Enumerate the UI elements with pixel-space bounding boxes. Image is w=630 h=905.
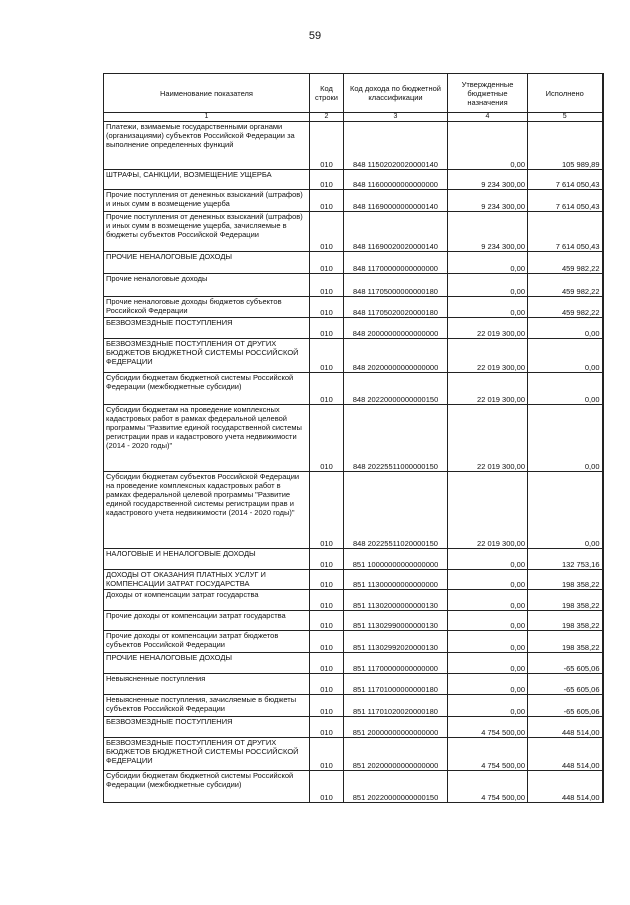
executed-cell: -65 605,06	[528, 695, 603, 717]
table-row	[104, 318, 603, 339]
table-row	[104, 717, 603, 738]
table-row	[104, 695, 603, 717]
executed-cell: 198 358,22	[528, 590, 603, 611]
budget-code-cell: 851 11302992020000130	[344, 631, 448, 653]
row-code-cell: 010	[310, 611, 344, 631]
row-code-cell: 010	[310, 472, 344, 549]
approved-cell: 0,00	[448, 252, 528, 274]
column-number: 4	[448, 113, 528, 122]
budget-code-cell: 851 20220000000000150	[344, 771, 448, 803]
column-number: 1	[104, 113, 310, 122]
executed-cell: 7 614 050,43	[528, 212, 603, 252]
budget-code-cell: 848 11690020020000140	[344, 212, 448, 252]
budget-code-cell: 851 11701020020000180	[344, 695, 448, 717]
row-code-cell: 010	[310, 771, 344, 803]
row-code-cell: 010	[310, 590, 344, 611]
row-name-cell: Невыясненные поступления, зачисляемые в бюджеты субъектов Российской Федерации	[104, 695, 310, 717]
row-name-cell: ПРОЧИЕ НЕНАЛОГОВЫЕ ДОХОДЫ	[104, 252, 310, 274]
revenue-table	[103, 73, 604, 803]
approved-cell: 0,00	[448, 611, 528, 631]
table-row	[104, 472, 603, 549]
executed-cell: 7 614 050,43	[528, 170, 603, 190]
row-name-cell: НАЛОГОВЫЕ И НЕНАЛОГОВЫЕ ДОХОДЫ	[104, 549, 310, 570]
executed-cell: 198 358,22	[528, 570, 603, 590]
row-name-cell: БЕЗВОЗМЕЗДНЫЕ ПОСТУПЛЕНИЯ	[104, 717, 310, 738]
header-approved: Утвержденные бюджетные назначения	[448, 74, 528, 113]
approved-cell: 0,00	[448, 297, 528, 318]
row-code-cell: 010	[310, 122, 344, 170]
row-code-cell: 010	[310, 695, 344, 717]
budget-code-cell: 848 20000000000000000	[344, 318, 448, 339]
row-code-cell: 010	[310, 631, 344, 653]
approved-cell: 9 234 300,00	[448, 170, 528, 190]
row-name-cell: Платежи, взимаемые государственными органами (организациями) субъектов Российской Федерации за выполнение определенных функций	[104, 122, 310, 170]
row-name-cell: Субсидии бюджетам субъектов Российской Федерации на проведение комплексных кадастровых работ в рамках федеральной целевой программы "Развитие единой государственной системы регистрации прав и кадастрового учета недвижимости (2014 - 2020 годы)"	[104, 472, 310, 549]
table-row	[104, 631, 603, 653]
table-row	[104, 170, 603, 190]
table-row	[104, 653, 603, 674]
executed-cell: 132 753,16	[528, 549, 603, 570]
approved-cell: 22 019 300,00	[448, 373, 528, 405]
executed-cell: 0,00	[528, 472, 603, 549]
table-row	[104, 738, 603, 771]
table-row	[104, 339, 603, 373]
budget-code-cell: 851 11701000000000180	[344, 674, 448, 695]
header-executed: Исполнено	[528, 74, 603, 113]
table-row	[104, 190, 603, 212]
row-name-cell: Невыясненные поступления	[104, 674, 310, 695]
approved-cell: 22 019 300,00	[448, 472, 528, 549]
table-row	[104, 297, 603, 318]
row-code-cell: 010	[310, 212, 344, 252]
approved-cell: 4 754 500,00	[448, 738, 528, 771]
executed-cell: 448 514,00	[528, 771, 603, 803]
table-row	[104, 274, 603, 297]
executed-cell: -65 605,06	[528, 653, 603, 674]
executed-cell: 0,00	[528, 373, 603, 405]
executed-cell: 0,00	[528, 405, 603, 472]
approved-cell: 0,00	[448, 549, 528, 570]
row-name-cell: Прочие доходы от компенсации затрат государства	[104, 611, 310, 631]
row-name-cell: Субсидии бюджетам бюджетной системы Российской Федерации (межбюджетные субсидии)	[104, 771, 310, 803]
row-name-cell: Прочие доходы от компенсации затрат бюджетов субъектов Российской Федерации	[104, 631, 310, 653]
table-row	[104, 674, 603, 695]
executed-cell: 448 514,00	[528, 717, 603, 738]
row-code-cell: 010	[310, 570, 344, 590]
table-body	[104, 122, 603, 803]
column-number-row	[104, 113, 603, 122]
executed-cell: 459 982,22	[528, 274, 603, 297]
table-row	[104, 771, 603, 803]
budget-code-cell: 851 20200000000000000	[344, 738, 448, 771]
row-name-cell: Прочие неналоговые доходы	[104, 274, 310, 297]
column-number: 2	[310, 113, 344, 122]
table-row	[104, 122, 603, 170]
header-budget-code: Код дохода по бюджетной классификации	[344, 74, 448, 113]
executed-cell: 198 358,22	[528, 611, 603, 631]
executed-cell: 448 514,00	[528, 738, 603, 771]
executed-cell: 105 989,89	[528, 122, 603, 170]
table-row	[104, 405, 603, 472]
executed-cell: -65 605,06	[528, 674, 603, 695]
row-code-cell: 010	[310, 717, 344, 738]
budget-code-cell: 851 20000000000000000	[344, 717, 448, 738]
row-code-cell: 010	[310, 252, 344, 274]
row-name-cell: Субсидии бюджетам на проведение комплексных кадастровых работ в рамках федеральной целевой программы "Развитие единой государственной системы регистрации прав и кадастрового учета недвижимости (2014 - 2020 годы)"	[104, 405, 310, 472]
table-row	[104, 549, 603, 570]
budget-code-cell: 848 11502020020000140	[344, 122, 448, 170]
row-name-cell: Доходы от компенсации затрат государства	[104, 590, 310, 611]
row-name-cell: БЕЗВОЗМЕЗДНЫЕ ПОСТУПЛЕНИЯ ОТ ДРУГИХ БЮДЖЕТОВ БЮДЖЕТНОЙ СИСТЕМЫ РОССИЙСКОЙ ФЕДЕРАЦИИ	[104, 339, 310, 373]
page-number: 59	[308, 30, 322, 42]
row-code-cell: 010	[310, 339, 344, 373]
table-row	[104, 373, 603, 405]
budget-code-cell: 848 11600000000000000	[344, 170, 448, 190]
row-code-cell: 010	[310, 738, 344, 771]
budget-code-cell: 851 11302990000000130	[344, 611, 448, 631]
approved-cell: 9 234 300,00	[448, 212, 528, 252]
header-name: Наименование показателя	[104, 74, 310, 113]
executed-cell: 459 982,22	[528, 252, 603, 274]
header-row-code: Код строки	[310, 74, 344, 113]
row-name-cell: ДОХОДЫ ОТ ОКАЗАНИЯ ПЛАТНЫХ УСЛУГ И КОМПЕНСАЦИИ ЗАТРАТ ГОСУДАРСТВА	[104, 570, 310, 590]
approved-cell: 0,00	[448, 570, 528, 590]
row-name-cell: ШТРАФЫ, САНКЦИИ, ВОЗМЕЩЕНИЕ УЩЕРБА	[104, 170, 310, 190]
executed-cell: 198 358,22	[528, 631, 603, 653]
row-code-cell: 010	[310, 653, 344, 674]
budget-code-cell: 848 20225511000000150	[344, 405, 448, 472]
approved-cell: 0,00	[448, 590, 528, 611]
budget-code-cell: 851 11300000000000000	[344, 570, 448, 590]
column-number: 3	[344, 113, 448, 122]
row-code-cell: 010	[310, 170, 344, 190]
executed-cell: 0,00	[528, 339, 603, 373]
budget-code-cell: 851 10000000000000000	[344, 549, 448, 570]
row-name-cell: БЕЗВОЗМЕЗДНЫЕ ПОСТУПЛЕНИЯ ОТ ДРУГИХ БЮДЖЕТОВ БЮДЖЕТНОЙ СИСТЕМЫ РОССИЙСКОЙ ФЕДЕРАЦИИ	[104, 738, 310, 771]
approved-cell: 0,00	[448, 122, 528, 170]
column-number: 5	[528, 113, 603, 122]
row-name-cell: Прочие поступления от денежных взысканий (штрафов) и иных сумм в возмещение ущерба	[104, 190, 310, 212]
table-row	[104, 252, 603, 274]
executed-cell: 7 614 050,43	[528, 190, 603, 212]
approved-cell: 0,00	[448, 674, 528, 695]
row-code-cell: 010	[310, 190, 344, 212]
approved-cell: 9 234 300,00	[448, 190, 528, 212]
approved-cell: 0,00	[448, 631, 528, 653]
budget-code-cell: 851 11700000000000000	[344, 653, 448, 674]
row-name-cell: Прочие поступления от денежных взысканий (штрафов) и иных сумм в возмещение ущерба, зачисляемые в бюджеты субъектов Российской Федерации	[104, 212, 310, 252]
executed-cell: 459 982,22	[528, 297, 603, 318]
row-code-cell: 010	[310, 274, 344, 297]
row-name-cell: Субсидии бюджетам бюджетной системы Российской Федерации (межбюджетные субсидии)	[104, 373, 310, 405]
table-row	[104, 611, 603, 631]
row-name-cell: БЕЗВОЗМЕЗДНЫЕ ПОСТУПЛЕНИЯ	[104, 318, 310, 339]
approved-cell: 4 754 500,00	[448, 717, 528, 738]
table-row	[104, 590, 603, 611]
table-row	[104, 570, 603, 590]
budget-code-cell: 848 20200000000000000	[344, 339, 448, 373]
budget-code-cell: 848 20220000000000150	[344, 373, 448, 405]
row-code-cell: 010	[310, 405, 344, 472]
row-code-cell: 010	[310, 297, 344, 318]
approved-cell: 4 754 500,00	[448, 771, 528, 803]
approved-cell: 0,00	[448, 274, 528, 297]
budget-code-cell: 848 11700000000000000	[344, 252, 448, 274]
row-code-cell: 010	[310, 674, 344, 695]
row-name-cell: Прочие неналоговые доходы бюджетов субъектов Российской Федерации	[104, 297, 310, 318]
budget-code-cell: 848 11705020020000180	[344, 297, 448, 318]
executed-cell: 0,00	[528, 318, 603, 339]
approved-cell: 0,00	[448, 695, 528, 717]
budget-code-cell: 851 11302000000000130	[344, 590, 448, 611]
approved-cell: 22 019 300,00	[448, 405, 528, 472]
budget-code-cell: 848 11705000000000180	[344, 274, 448, 297]
row-code-cell: 010	[310, 373, 344, 405]
row-name-cell: ПРОЧИЕ НЕНАЛОГОВЫЕ ДОХОДЫ	[104, 653, 310, 674]
table-header-row	[104, 74, 603, 113]
row-code-cell: 010	[310, 549, 344, 570]
row-code-cell: 010	[310, 318, 344, 339]
approved-cell: 22 019 300,00	[448, 339, 528, 373]
budget-code-cell: 848 11690000000000140	[344, 190, 448, 212]
approved-cell: 0,00	[448, 653, 528, 674]
budget-code-cell: 848 20225511020000150	[344, 472, 448, 549]
approved-cell: 22 019 300,00	[448, 318, 528, 339]
table-row	[104, 212, 603, 252]
